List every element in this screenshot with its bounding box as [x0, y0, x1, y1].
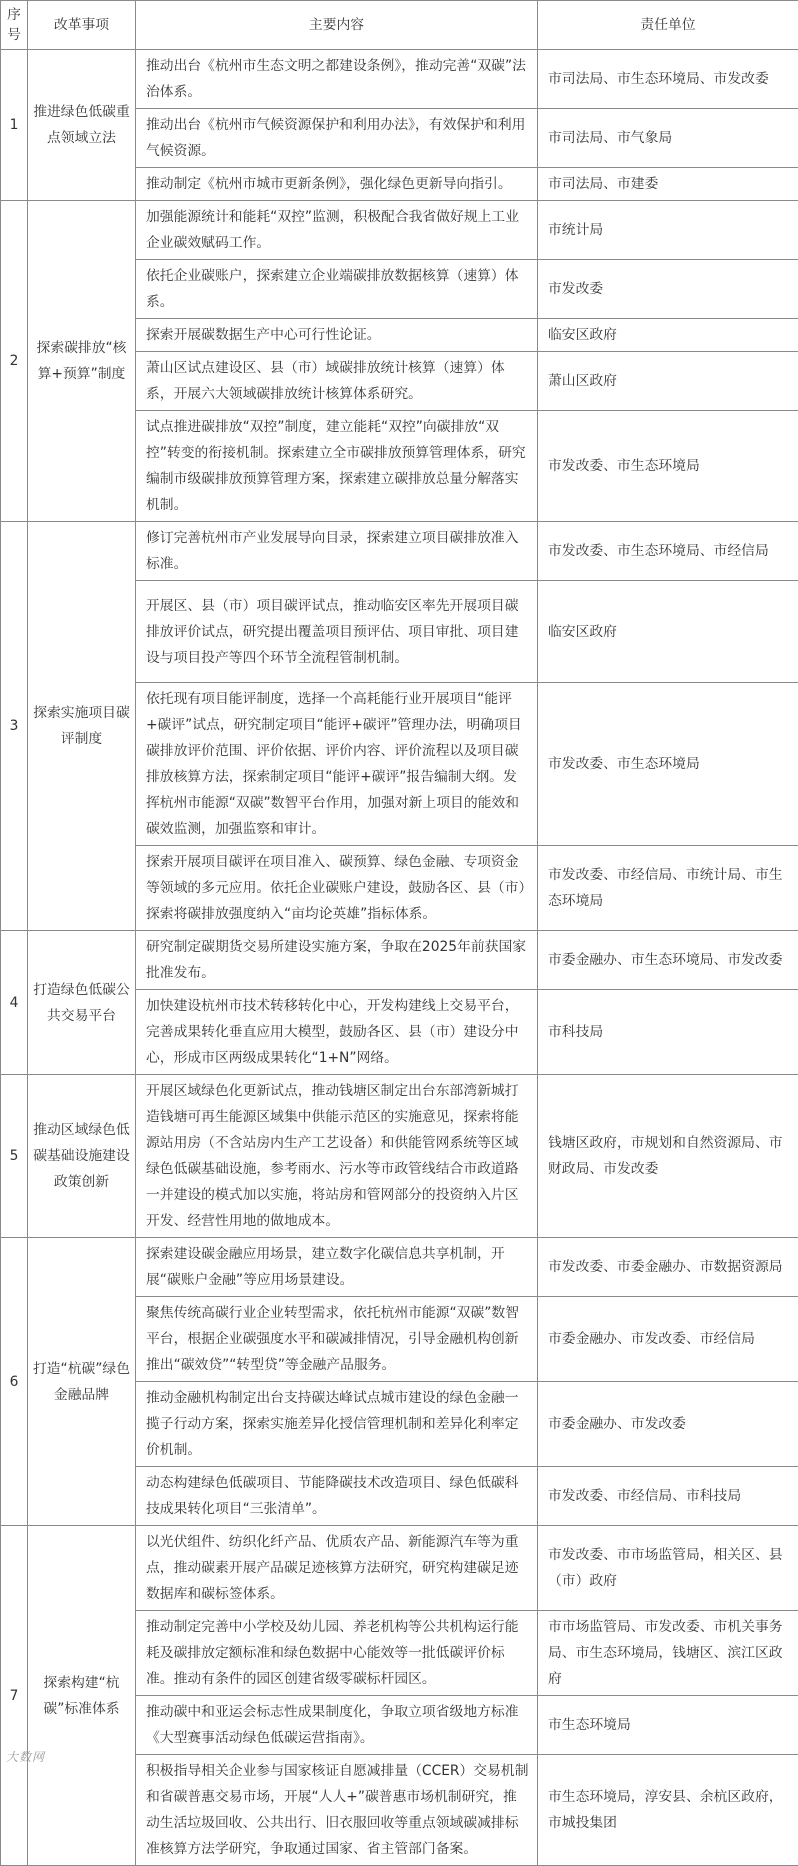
content-cell: 开展区域绿色化更新试点，推动钱塘区制定出台东部湾新城打造钱塘可再生能源区域集中供能示范区的实施意见，探索将能源站用房（不含站房内生产工艺设备）和供能管网系统等区域绿色低碳基础设施，参考雨水、污水等市政管线结合市政道路一并建设的模式加以实施，将站房和管网部分的投资纳入片区开发、经营性用地的做地成本。 [136, 1075, 538, 1238]
content-cell: 依托现有项目能评制度，选择一个高耗能行业开展项目“能评+碳评”试点，研究制定项目“能评+碳评”管理办法，明确项目碳排放评价范围、评价依据、评价内容、评价流程以及项目碳排放核算方法，探索制定项目“能评+碳评”报告编制大纲。发挥杭州市能源“双碳”数智平台作用，加强对新上项目的能效和碳效监测，加强监察和审计。 [136, 683, 538, 846]
header-unit: 责任单位 [538, 1, 798, 50]
unit-cell: 市发改委、市生态环境局 [538, 411, 798, 522]
content-cell: 推动出台《杭州市生态文明之都建设条例》，推动完善“双碳”法治体系。 [136, 50, 538, 109]
content-cell: 开展区、县（市）项目碳评试点，推动临安区率先开展项目碳排放评价试点，研究提出覆盖项目预评估、项目审批、项目建设与项目投产等四个环节全流程管制机制。 [136, 581, 538, 683]
table-row [1, 201, 798, 260]
table-row [1, 1075, 798, 1238]
header-seq: 序号 [1, 1, 28, 50]
unit-cell: 市司法局、市气象局 [538, 109, 798, 168]
content-cell: 动态构建绿色低碳项目、节能降碳技术改造项目、绿色低碳科技成果转化项目“三张清单”。 [136, 1467, 538, 1526]
header-content: 主要内容 [136, 1, 538, 50]
seq-cell: 6 [1, 1238, 28, 1526]
content-cell: 推动碳中和亚运会标志性成果制度化，争取立项省级地方标准《大型赛事活动绿色低碳运营指南》。 [136, 1696, 538, 1755]
unit-cell: 市委金融办、市生态环境局、市发改委 [538, 931, 798, 990]
unit-cell: 市统计局 [538, 201, 798, 260]
unit-cell: 市发改委、市经信局、市统计局、市生态环境局 [538, 846, 798, 931]
unit-cell: 临安区政府 [538, 319, 798, 352]
header-item: 改革事项 [28, 1, 136, 50]
unit-cell: 市发改委、市委金融办、市数据资源局 [538, 1238, 798, 1297]
seq-cell: 5 [1, 1075, 28, 1238]
table-row [1, 931, 798, 990]
content-cell: 加快建设杭州市技术转移转化中心，开发构建线上交易平台，完善成果转化垂直应用大模型，鼓励各区、县（市）建设分中心，形成市区两级成果转化“1+N”网络。 [136, 990, 538, 1075]
unit-cell: 市委金融办、市发改委 [538, 1382, 798, 1467]
content-cell: 探索开展项目碳评在项目准入、碳预算、绿色金融、专项资金等领域的多元应用。依托企业碳账户建设，鼓励各区、县（市）探索将碳排放强度纳入“亩均论英雄”指标体系。 [136, 846, 538, 931]
content-cell: 加强能源统计和能耗“双控”监测，积极配合我省做好规上工业企业碳效赋码工作。 [136, 201, 538, 260]
content-cell: 萧山区试点建设区、县（市）域碳排放统计核算（速算）体系，开展六大领域碳排放统计核算体系研究。 [136, 352, 538, 411]
seq-cell: 2 [1, 201, 28, 522]
unit-cell: 市生态环境局 [538, 1696, 798, 1755]
unit-cell: 市科技局 [538, 990, 798, 1075]
content-cell: 研究制定碳期货交易所建设实施方案，争取在2025年前获国家批准发布。 [136, 931, 538, 990]
table-row [1, 1526, 798, 1611]
seq-cell: 7 [1, 1526, 28, 1866]
seq-cell: 3 [1, 522, 28, 931]
unit-cell: 市发改委 [538, 260, 798, 319]
unit-cell: 市市场监管局、市发改委、市机关事务局、市生态环境局，钱塘区、滨江区政府 [538, 1611, 798, 1696]
reform-item-cell: 打造绿色低碳公共交易平台 [28, 931, 136, 1075]
content-cell: 试点推进碳排放“双控”制度，建立能耗“双控”向碳排放“双控”转变的衔接机制。探索建立全市碳排放预算管理体系，研究编制市级碳排放预算管理方案，探索建立碳排放总量分解落实机制。 [136, 411, 538, 522]
reform-item-cell: 推进绿色低碳重点领域立法 [28, 50, 136, 201]
reform-item-cell: 打造“杭碳”绿色金融品牌 [28, 1238, 136, 1526]
unit-cell: 钱塘区政府，市规划和自然资源局、市财政局、市发改委 [538, 1075, 798, 1238]
content-cell: 修订完善杭州市产业发展导向目录，探索建立项目碳排放准入标准。 [136, 522, 538, 581]
table-row [1, 522, 798, 581]
content-cell: 推动制定完善中小学校及幼儿园、养老机构等公共机构运行能耗及碳排放定额标准和绿色数据中心能效等一批低碳评价标准。推动有条件的园区创建省级零碳标杆园区。 [136, 1611, 538, 1696]
reform-item-cell: 探索实施项目碳评制度 [28, 522, 136, 931]
table-row [1, 50, 798, 109]
content-cell: 依托企业碳账户，探索建立企业端碳排放数据核算（速算）体系。 [136, 260, 538, 319]
reform-item-cell: 推动区域绿色低碳基础设施建设政策创新 [28, 1075, 136, 1238]
content-cell: 推动制定《杭州市城市更新条例》，强化绿色更新导向指引。 [136, 168, 538, 201]
unit-cell: 市司法局、市建委 [538, 168, 798, 201]
unit-cell: 市发改委、市生态环境局 [538, 683, 798, 846]
unit-cell: 萧山区政府 [538, 352, 798, 411]
content-cell: 推动出台《杭州市气候资源保护和利用办法》，有效保护和利用气候资源。 [136, 109, 538, 168]
content-cell: 以光伏组件、纺织化纤产品、优质农产品、新能源汽车等为重点，推动碳素开展产品碳足迹核算方法研究，研究构建碳足迹数据库和碳标签体系。 [136, 1526, 538, 1611]
seq-cell: 4 [1, 931, 28, 1075]
content-cell: 探索建设碳金融应用场景，建立数字化碳信息共享机制，开展“碳账户金融”等应用场景建设。 [136, 1238, 538, 1297]
unit-cell: 市生态环境局，淳安县、余杭区政府，市城投集团 [538, 1755, 798, 1866]
watermark: 大数网 [6, 1748, 45, 1765]
content-cell: 聚焦传统高碳行业企业转型需求，依托杭州市能源“双碳”数智平台，根据企业碳强度水平和碳减排情况，引导金融机构创新推出“碳效贷”“转型贷”等金融产品服务。 [136, 1297, 538, 1382]
table-body [1, 50, 798, 1866]
content-cell: 探索开展碳数据生产中心可行性论证。 [136, 319, 538, 352]
reform-item-cell: 探索碳排放“核算+预算”制度 [28, 201, 136, 522]
table-row [1, 1238, 798, 1297]
unit-cell: 市委金融办、市发改委、市经信局 [538, 1297, 798, 1382]
unit-cell: 临安区政府 [538, 581, 798, 683]
seq-cell: 1 [1, 50, 28, 201]
unit-cell: 市发改委、市市场监管局，相关区、县（市）政府 [538, 1526, 798, 1611]
content-cell: 积极指导相关企业参与国家核证自愿减排量（CCER）交易机制和省碳普惠交易市场，开展“人人+”碳普惠市场机制研究，推动生活垃圾回收、公共出行、旧衣服回收等重点领域碳减排标准核算方法学研究，争取通过国家、省主管部门备案。 [136, 1755, 538, 1866]
content-cell: 推动金融机构制定出台支持碳达峰试点城市建设的绿色金融一揽子行动方案，探索实施差异化授信管理机制和差异化利率定价机制。 [136, 1382, 538, 1467]
unit-cell: 市司法局、市生态环境局、市发改委 [538, 50, 798, 109]
unit-cell: 市发改委、市生态环境局、市经信局 [538, 522, 798, 581]
reform-item-cell: 探索构建“杭碳”标准体系 [28, 1526, 136, 1866]
header-row [1, 1, 798, 50]
unit-cell: 市发改委、市经信局、市科技局 [538, 1467, 798, 1526]
